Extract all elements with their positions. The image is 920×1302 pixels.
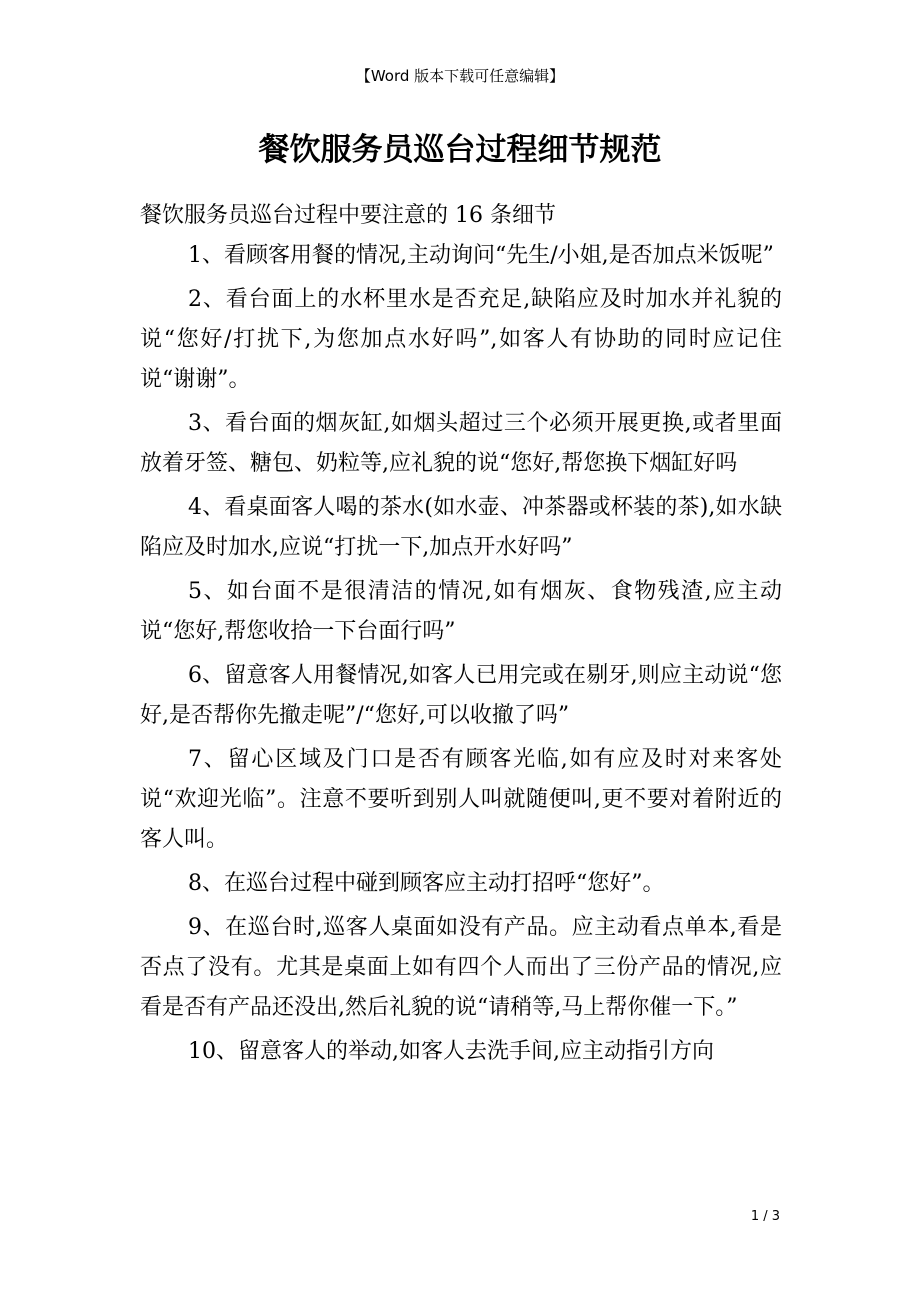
- list-item: 9、在巡台时,巡客人桌面如没有产品。应主动看点单本,看是否点了没有。尤其是桌面上如有四个人而出了三份产品的情况,应看是否有产品还没出,然后礼貌的说“请稍等,马上帮你催一下。”: [140, 915, 782, 1020]
- document-title: 餐饮服务员巡台过程细节规范: [258, 132, 662, 168]
- list-item: 10、留意客人的举动,如客人去洗手间,应主动指引方向: [188, 1039, 714, 1064]
- list-item: 2、看台面上的水杯里水是否充足,缺陷应及时加水并礼貌的说“您好/打扰下,为您加点水好吗”,如客人有协助的同时应记住说“谢谢”。: [140, 287, 782, 392]
- list-item: 1、看顾客用餐的情况,主动询问“先生/小姐,是否加点米饭呢”: [188, 243, 774, 268]
- list-item: 7、留心区域及门口是否有顾客光临,如有应及时对来客处说“欢迎光临”。注意不要听到别人叫就随便叫,更不要对着附近的客人叫。: [140, 747, 782, 852]
- list-item: 6、留意客人用餐情况,如客人已用完或在剔牙,则应主动说“您好,是否帮你先撤走呢”/“您好,可以收撤了吗”: [140, 663, 782, 728]
- intro-line: 餐饮服务员巡台过程中要注意的 16 条细节: [140, 203, 556, 228]
- list-item: 4、看桌面客人喝的茶水(如水壶、冲茶器或杯装的茶),如水缺陷应及时加水,应说“打扰一下,加点开水好吗”: [140, 495, 782, 560]
- list-item: 5、如台面不是很清洁的情况,如有烟灰、食物残渣,应主动说“您好,帮您收拾一下台面行吗”: [140, 579, 782, 644]
- list-item: 3、看台面的烟灰缸,如烟头超过三个必须开展更换,或者里面放着牙签、糖包、奶粒等,应礼貌的说“您好,帮您换下烟缸好吗: [140, 411, 782, 476]
- page-number: 1 / 3: [750, 1209, 780, 1224]
- header-note: 【Word 版本下载可任意编辑】: [355, 67, 565, 85]
- document-body: [140, 196, 782, 1076]
- list-item: 8、在巡台过程中碰到顾客应主动打招呼“您好”。: [188, 871, 665, 896]
